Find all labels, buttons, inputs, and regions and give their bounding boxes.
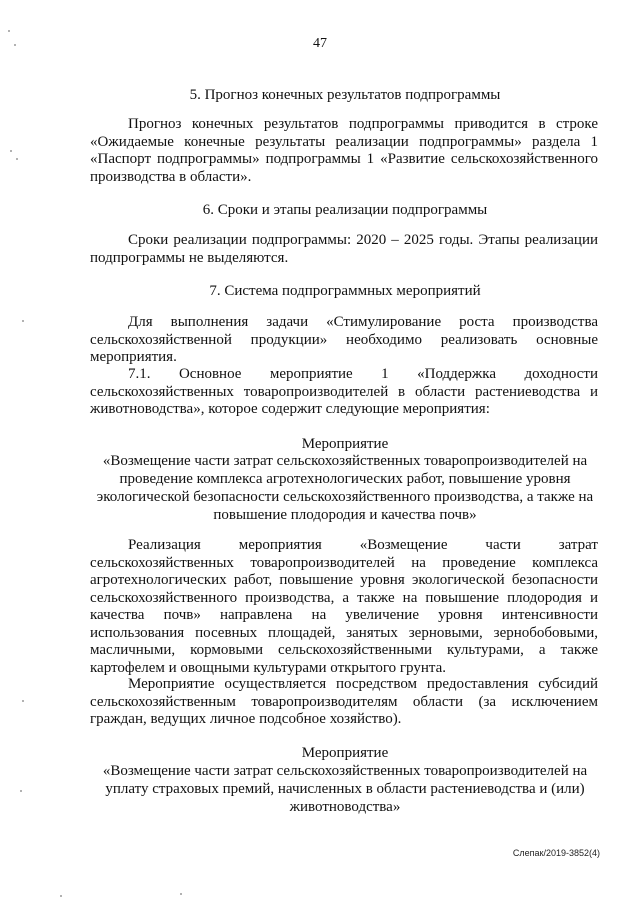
section-5-heading: 5. Прогноз конечных результатов подпрограммы: [189, 87, 501, 103]
scan-artifact: [60, 895, 62, 897]
section-7-paragraph-1: Для выполнения задачи «Стимулирование роста производства сельскохозяйственной продукции» необходимо реализовать основные мероприятия.: [90, 314, 598, 365]
section-7-paragraph-2: 7.1. Основное мероприятие 1 «Поддержка доходности сельскохозяйственных товаропроизводителей в области растениеводства и животноводства», которое содержит следующие мероприятия:: [90, 366, 598, 417]
measure-1-title: «Возмещение части затрат сельскохозяйственных товаропроизводителей на проведение комплекса агротехнологических работ, повышение уровня экологической безопасности сельскохозяйственного производства, а также на повышение плодородия и качества почв»: [96, 453, 594, 523]
scan-artifact: [10, 150, 12, 152]
scan-artifact: [16, 158, 18, 160]
scan-artifact: [22, 320, 24, 322]
scan-artifact: [180, 893, 182, 895]
page-number: 47: [313, 36, 327, 51]
measure-1-label: Мероприятие: [301, 436, 389, 452]
section-5-paragraph: Прогноз конечных результатов подпрограммы приводится в строке «Ожидаемые конечные результаты реализации подпрограммы» раздела 1 «Паспорт подпрограммы» подпрограммы 1 «Развитие сельскохозяйственного производства в области».: [90, 116, 598, 185]
document-code: Слепак/2019-3852(4): [512, 848, 600, 858]
section-6-paragraph: Сроки реализации подпрограммы: 2020 – 2025 годы. Этапы реализации подпрограммы не выделяются.: [90, 232, 598, 266]
measure-1-paragraph-1: Реализация мероприятия «Возмещение части затрат сельскохозяйственных товаропроизводителей на проведение комплекса агротехнологических работ, повышение уровня экологической безопасности сельскохозяйственного производства, а также на повышение плодородия и качества почв» направлена на увеличение уровня интенсивности использования посевных площадей, занятых зерновыми, зернобобовыми, масличными, кормовыми сельскохозяйственными культурами, а также картофелем и овощными культурами открытого грунта.: [90, 537, 598, 676]
measure-1-paragraph-2: Мероприятие осуществляется посредством предоставления субсидий сельскохозяйственным товаропроизводителям области (за исключением граждан, ведущих личное подсобное хозяйство).: [90, 676, 598, 727]
scan-artifact: [14, 44, 16, 46]
scan-artifact: [8, 30, 10, 32]
section-6-heading: 6. Сроки и этапы реализации подпрограммы: [202, 202, 488, 218]
measure-2-title: «Возмещение части затрат сельскохозяйственных товаропроизводителей на уплату страховых премий, начисленных в области растениеводства и (или) животноводства»: [102, 763, 588, 815]
section-7-heading: 7. Система подпрограммных мероприятий: [209, 283, 481, 299]
measure-2-label: Мероприятие: [301, 745, 389, 761]
scan-artifact: [22, 700, 24, 702]
scan-artifact: [20, 790, 22, 792]
